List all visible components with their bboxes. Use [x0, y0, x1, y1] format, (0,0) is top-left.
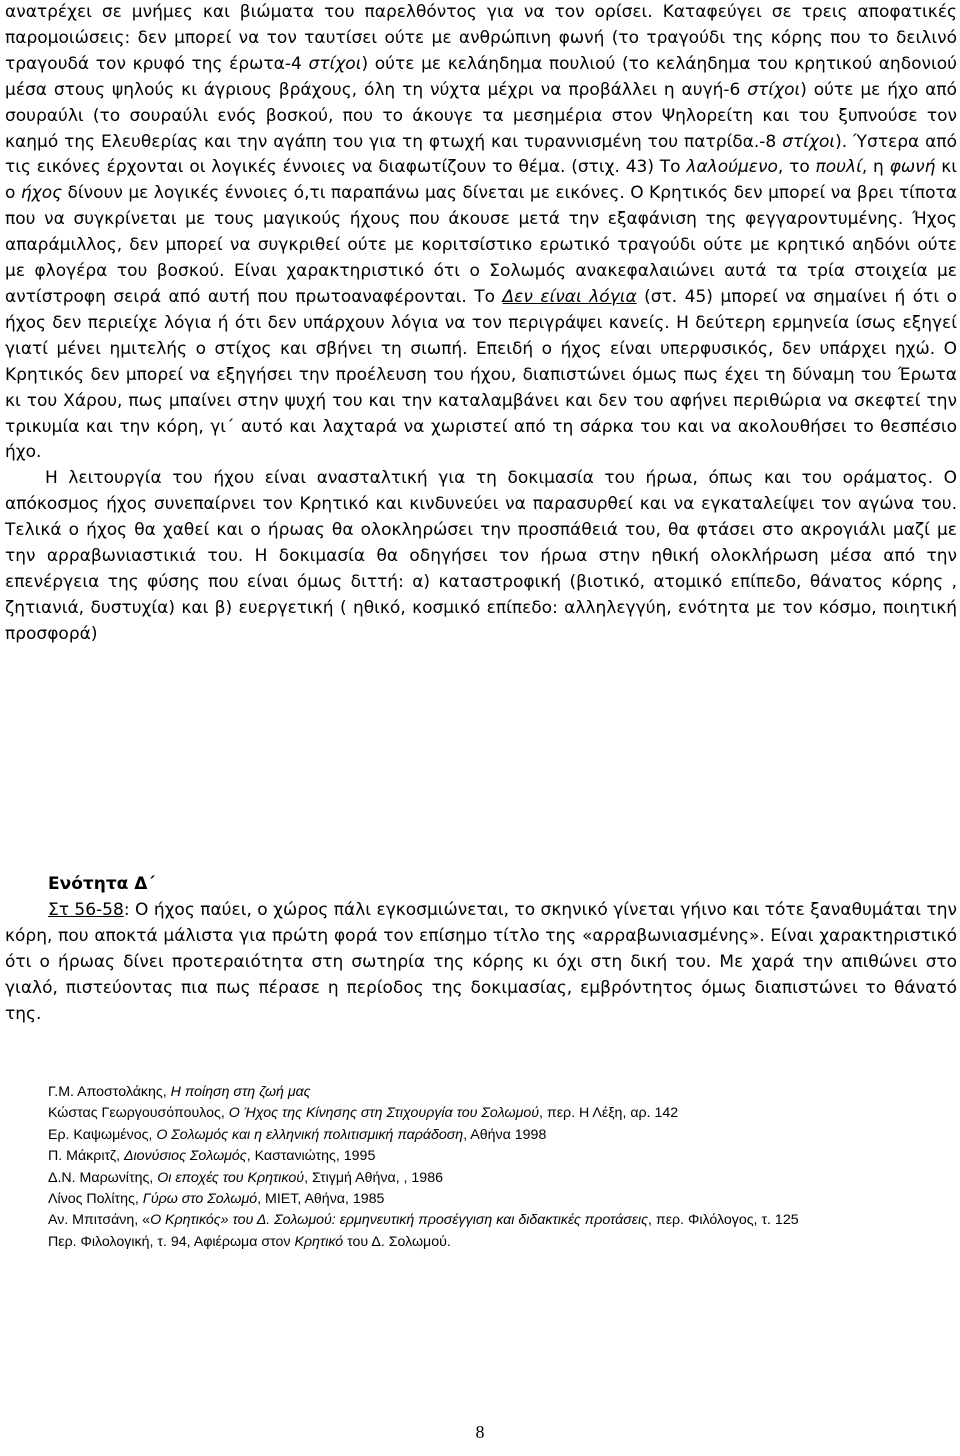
reference-author: Περ. Φιλολογική, τ. 94, Αφιέρωμα στον — [48, 1233, 295, 1250]
text-run: , το — [777, 157, 816, 178]
text-run: ). Ύστερα από τις εικόνες έρχονται οι λογικές έννοιες να διαφωτίζουν το θέμα. (στιχ. 43) Το — [5, 131, 957, 178]
italic-run: λαλούμενο — [686, 157, 778, 178]
reference-details: , περ. Η Λέξη, αρ. 142 — [539, 1105, 679, 1122]
reference-author: Αν. Μπιτσάνη, « — [48, 1212, 151, 1229]
text-run: , η — [861, 157, 890, 178]
reference-details: , Αθήνα 1998 — [463, 1126, 547, 1143]
reference-details: , ΜΙΕΤ, Αθήνα, 1985 — [257, 1191, 385, 1208]
reference-item — [5, 1168, 957, 1189]
reference-item — [5, 1210, 957, 1231]
page-number: 8 — [475, 1422, 485, 1442]
paragraph-sound-description — [5, 0, 957, 466]
reference-details: του Δ. Σολωμού. — [343, 1233, 451, 1250]
reference-author: Δ.Ν. Μαρωνίτης, — [48, 1169, 158, 1186]
text-run: κι ο — [5, 157, 957, 204]
reference-author: Π. Μάκριτζ, — [48, 1148, 125, 1165]
reference-details: , Στιγμή Αθήνα, , 1986 — [304, 1169, 443, 1186]
reference-item — [5, 1189, 957, 1210]
italic-run: Δεν είναι λόγια — [502, 286, 637, 307]
section-text: : Ο ήχος παύει, ο χώρος πάλι εγκοσμιώνεται, το σκηνικό γίνεται γήινο και τότε ξαναθυμάται την κόρη, που αποκτά μάλιστα για πρώτη φορά τον επίσημο τίτλο της «αρραβωνιασμένης». Είναι χαρακτηριστικό ότι ο ήρωας δίνει προτεραιότητα στη σωτηρία της κόρης κι όχι στη δική του. Με χαρά την απιθώνει στο γιαλό, πιστεύοντας πια πως πέρασε η περίοδος της δοκιμασίας, εμβρόντητος όμως διαπιστώνει το θάνατό της. — [5, 899, 958, 1024]
reference-title: Διονύσιος Σολωμός — [124, 1148, 247, 1165]
italic-run: πουλί — [815, 157, 862, 178]
reference-author: Κώστας Γεωργουσόπουλος, — [48, 1105, 229, 1122]
section-d — [5, 872, 957, 1027]
reference-item — [5, 1103, 957, 1124]
reference-title: Η ποίηση στη ζωή μας — [170, 1084, 311, 1100]
reference-item — [5, 1082, 957, 1103]
verse-reference: Στ 56-58 — [48, 899, 124, 920]
reference-author: Ερ. Καψωμένος, — [48, 1126, 157, 1143]
reference-title: Γύρω στο Σολωμό — [142, 1191, 258, 1208]
reference-title: Ο Ήχος της Κίνησης στη Στιχουργία του Σολωμού — [228, 1105, 540, 1122]
text-run: ) ούτε με κελάηδημα πουλιού (το κελάηδημα του κρητικού αηδονιού μέσα στους ψηλούς κι άγριους βράχους, όλη τη νύχτα μέχρι να προβάλλει η αυγή-6 — [5, 53, 957, 100]
reference-title: Οι εποχές του Κρητικού — [157, 1169, 305, 1186]
text-run: δίνουν με λογικές έννοιες ό,τι παραπάνω μας δίνεται με εικόνες. Ο Κρητικός δεν μπορεί να βρει τίποτα που να συγκρίνεται με τους μαγικούς ήχους που άκουσε μετά την εξαφάνιση της φεγγαροντυμένης. Ήχος απαράμιλλος, δεν μπορεί να συγκριθεί ούτε με κοριτσίστικο ερωτικό τραγούδι ούτε με κρητικό αηδόνι ούτε με φλογέρα του βοσκού. Είναι χαρακτηριστικό ότι ο Σολωμός ανακεφαλαιώνει αυτά τα τρία στοιχεία με αντίστροφη σειρά από αυτή που πρωτοαναφέρονται. Το — [5, 183, 957, 307]
italic-run: φωνή — [889, 157, 936, 178]
reference-details: , Καστανιώτης, 1995 — [246, 1148, 376, 1165]
text-run: (στ. 45) μπορεί να σημαίνει ή ότι ο ήχος δεν περιείχε λόγια ή ότι δεν υπάρχουν λόγια να τον περιγράψει κανείς. Η δεύτερη ερμηνεία ίσως εξηγεί γιατί μένει ημιτελής ο στίχος και σβήνει τη σιωπή. Επειδή ο ήχος είναι υπερφυσικός, δεν υπάρχει ηχώ. Ο Κρητικός δεν μπορεί να εξηγήσει την προέλευση του ήχου, διαπιστώνει όμως πως έχει τη δύναμη του Έρωτα κι του Χάρου, πως μπαίνει στην ψυχή του και την καταλαμβάνει και δεν του αφήνει περιθώρια να σκεφτεί την τρικυμία και την κόρη, γι΄ αυτό και λαχταρά να χωριστεί από τη σάρκα του και να ακολουθήσει το θεσπέσιο ήχο. — [5, 286, 957, 463]
reference-title: Ο Σολωμός και η ελληνική πολιτισμική παράδοση — [156, 1126, 464, 1143]
section-title: Ενότητα Δ΄ — [48, 874, 155, 894]
paragraph-sound-function: Η λειτουργία του ήχου είναι ανασταλτική για τη δοκιμασία του ήρωα, όπως και του οράματος. Ο απόκοσμος ήχος συνεπαίρνει τον Κρητικό και κινδυνεύει να παρασυρθεί και να εγκαταλείψει τον αγώνα του. Τελικά ο ήχος θα χαθεί και ο ήρωας θα ολοκληρώσει την προσπάθειά του, θα φτάσει στο ακρογιάλι μαζί με την αρραβωνιαστικιά του. Η δοκιμασία θα οδηγήσει τον ήρωα στην ηθική ολοκλήρωση μέσα από την επενέργεια της φύσης που είναι όμως διττή: α) καταστροφική (βιοτικό, ατομικό επίπεδο, θάνατος κόρης , ζητιανιά, δυστυχία) και β) ευεργετική ( ηθικό, κοσμικό επίπεδο: αλληλεγγύη, ενότητα με τον κόσμο, ποιητική προσφορά) — [5, 468, 957, 644]
text-run: ανατρέχει σε μνήμες και βιώματα του παρελθόντος για να τον ορίσει. Καταφεύγει σε τρεις αποφατικές παρομοιώσεις: δεν μπορεί να τον ταυτίσει ούτε με ανθρώπινη φωνή (το τραγούδι της κόρης που το δειλινό τραγουδά τον κρυφό της έρωτα-4 — [5, 2, 957, 74]
section-paragraph — [5, 898, 957, 1028]
reference-details: , περ. Φιλόλογος, τ. 125 — [648, 1212, 799, 1229]
italic-run: στίχοι — [308, 53, 362, 74]
text-run: ) ούτε με ήχο από σουραύλι (το σουραύλι ενός βοσκού, που το άκουγε τα μεσημέρια στον Ψηλορείτη και του ξυπνούσε τον καημό της Ελευθερίας και την αγάπη του για τη φτωχή και τυραννισμένη του πατρίδα.-8 — [5, 79, 957, 152]
reference-title: Κρητικό — [294, 1233, 344, 1250]
reference-item — [5, 1125, 957, 1146]
italic-run: στίχοι — [782, 131, 836, 152]
body-text — [5, 0, 957, 648]
reference-author: Γ.Μ. Αποστολάκης, — [48, 1084, 171, 1100]
bibliography — [5, 1082, 957, 1253]
reference-item — [5, 1146, 957, 1167]
reference-item — [5, 1232, 957, 1253]
reference-title: Ο Κρητικός» του Δ. Σολωμού: ερμηνευτική προσέγγιση και διδακτικές προτάσεις — [150, 1212, 649, 1229]
italic-run: ήχος — [20, 183, 63, 204]
reference-author: Λίνος Πολίτης, — [48, 1191, 143, 1208]
italic-run: στίχοι — [747, 79, 801, 100]
